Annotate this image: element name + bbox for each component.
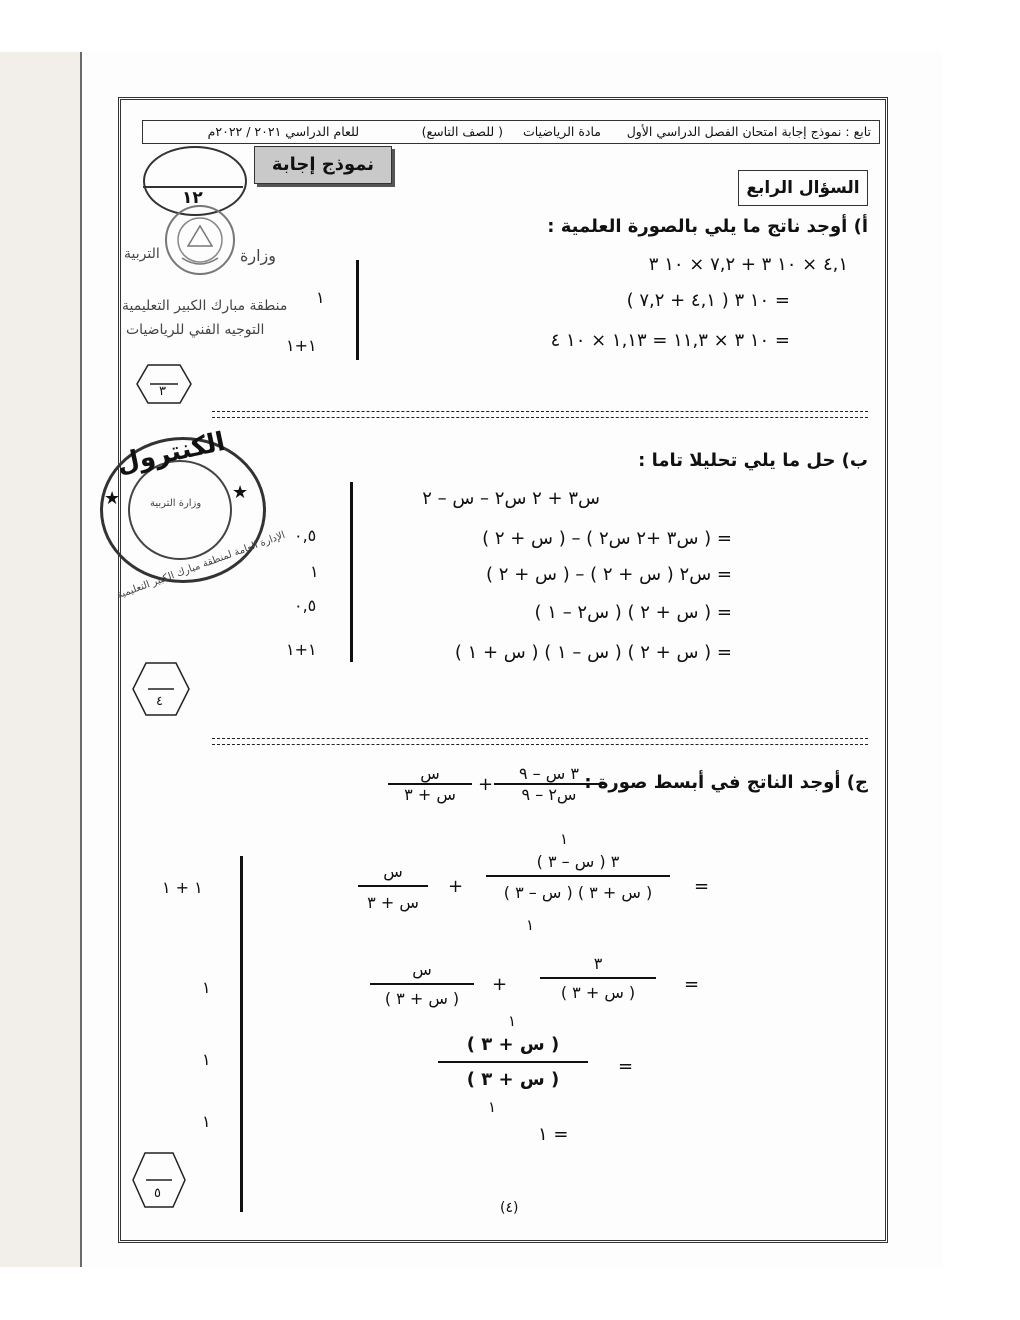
- header-title: تابع : نموذج إجابة امتحان الفصل الدراسي الأول: [626, 124, 871, 139]
- fraction-numerator: س: [412, 960, 432, 979]
- fraction-denominator: س٢ – ٩: [521, 785, 577, 804]
- marks-divider-c: [240, 856, 243, 1212]
- step1-fraction-2: [358, 862, 428, 912]
- part-b-line-2: = ( س٣ +٢ س٢ ) – ( س + ٢ ): [482, 528, 732, 549]
- part-b-mark-1: ٠,٥: [294, 526, 317, 545]
- plus-sign: +: [478, 774, 494, 795]
- fraction-denominator: ( س + ٣ ): [466, 1069, 560, 1090]
- ministry-emblem-icon: [160, 200, 240, 280]
- part-c-prompt: ج) أوجد الناتج في أبسط صورة :: [584, 772, 868, 793]
- zone-name: منطقة مبارك الكبير التعليمية: [122, 298, 288, 314]
- header-year: للعام الدراسي ٢٠٢١ / ٢٠٢٢م: [207, 124, 359, 139]
- fraction-numerator: س: [420, 764, 440, 783]
- answer-key-tag: نموذج إجابة: [254, 146, 392, 184]
- plus-sign: +: [448, 876, 464, 897]
- equals-sign: =: [684, 974, 700, 995]
- part-a-line-2: = ١٠ ٣ ( ٤,١ + ٧,٢ ): [626, 290, 790, 311]
- part-c-mark-4: ١: [202, 1112, 211, 1131]
- final-result: = ١: [538, 1124, 569, 1145]
- header-subject: مادة الرياضيات: [522, 124, 601, 139]
- question-fraction-2: [388, 764, 472, 804]
- part-c-mark-1: ١ + ١: [162, 878, 203, 897]
- part-b-line-1: س٣ + ٢ س٢ – س – ٢: [422, 488, 600, 509]
- part-c-mark-3: ١: [202, 1050, 211, 1069]
- scan-shadow: [0, 52, 80, 1267]
- cancel-mark-bottom: ١: [488, 1098, 497, 1116]
- fraction-denominator: ( س + ٣ ): [384, 989, 460, 1008]
- exam-header: [142, 120, 880, 144]
- fraction-numerator: ٣: [593, 954, 603, 973]
- fraction-numerator: ٣ س – ٩: [519, 764, 579, 783]
- part-a-line-3: = ١٠ ٣ × ١١,٣ = ١,١٣ × ١٠ ٤: [550, 330, 790, 351]
- section-separator: [212, 738, 868, 745]
- part-b-mark-4: ١+١: [286, 640, 317, 659]
- equals-sign: =: [694, 876, 710, 897]
- section-separator: [212, 411, 868, 418]
- header-grade: ( للصف التاسع): [421, 124, 503, 139]
- fraction-numerator: ( س + ٣ ): [466, 1034, 560, 1055]
- stamp-title: الكنترول: [114, 426, 228, 480]
- part-a-mark-1: ١: [316, 288, 325, 307]
- part-a-mark-2: ١+١: [286, 336, 317, 355]
- question-fraction-1: [494, 764, 604, 804]
- fraction-denominator: س + ٣: [367, 893, 419, 912]
- page-number: (٤): [500, 1200, 519, 1216]
- ministry-name: وزارة: [240, 246, 277, 265]
- marks-divider-a: [356, 260, 359, 360]
- part-c-total: ٥: [154, 1186, 161, 1201]
- part-b-mark-2: ١: [310, 562, 319, 581]
- cancel-mark-top: ١: [560, 830, 569, 848]
- part-b-line-4: = ( س + ٢ ) ( س٢ – ١ ): [534, 602, 732, 623]
- part-c-mark-2: ١: [202, 978, 211, 997]
- stamp-star-right-icon: ★: [232, 482, 249, 503]
- fraction-numerator: ٣ ( س – ٣ ): [536, 852, 620, 871]
- part-a-total: ٣: [159, 384, 166, 399]
- fraction-denominator: ( س + ٣ ): [560, 983, 636, 1002]
- cancel-mark-top: ١: [508, 1012, 517, 1030]
- guidance-name: التوجيه الفني للرياضيات: [126, 322, 265, 338]
- fraction-denominator: ( س + ٣ ) ( س – ٣ ): [503, 883, 653, 902]
- control-stamp-inner: [128, 460, 232, 560]
- part-b-prompt: ب) حل ما يلي تحليلا تاما :: [638, 450, 868, 471]
- step3-fraction: [438, 1034, 588, 1090]
- score-total: ١٢: [182, 188, 203, 208]
- step1-fraction-1: [486, 852, 670, 902]
- plus-sign: +: [492, 974, 508, 995]
- step2-fraction-2: [370, 960, 474, 1008]
- part-b-line-5: = ( س + ٢ ) ( س – ١ ) ( س + ١ ): [454, 642, 732, 663]
- step2-fraction-1: [540, 954, 656, 1002]
- equals-sign: =: [618, 1056, 634, 1077]
- part-b-line-3: = س٢ ( س + ٢ ) – ( س + ٢ ): [486, 564, 732, 585]
- part-a-line-1: ٤,١ × ١٠ ٣ + ٧,٢ × ١٠ ٣: [648, 254, 848, 275]
- marks-divider-b: [350, 482, 353, 662]
- stamp-star-left-icon: ★: [104, 488, 121, 509]
- part-b-mark-3: ٠,٥: [294, 596, 317, 615]
- stamp-ministry: وزارة التربية: [150, 498, 202, 509]
- ministry-dept: التربية: [124, 246, 160, 262]
- fraction-denominator: س + ٣: [404, 785, 456, 804]
- question-title: السؤال الرابع: [738, 170, 868, 206]
- stamp-ring-text: الإدارة العامة لمنطقة مبارك الكبير التعليمية: [115, 529, 287, 602]
- part-a-prompt: أ) أوجد ناتج ما يلي بالصورة العلمية :: [547, 216, 868, 237]
- cancel-mark-bottom: ١: [526, 916, 535, 934]
- fraction-numerator: س: [383, 862, 403, 881]
- part-b-total: ٤: [156, 694, 163, 709]
